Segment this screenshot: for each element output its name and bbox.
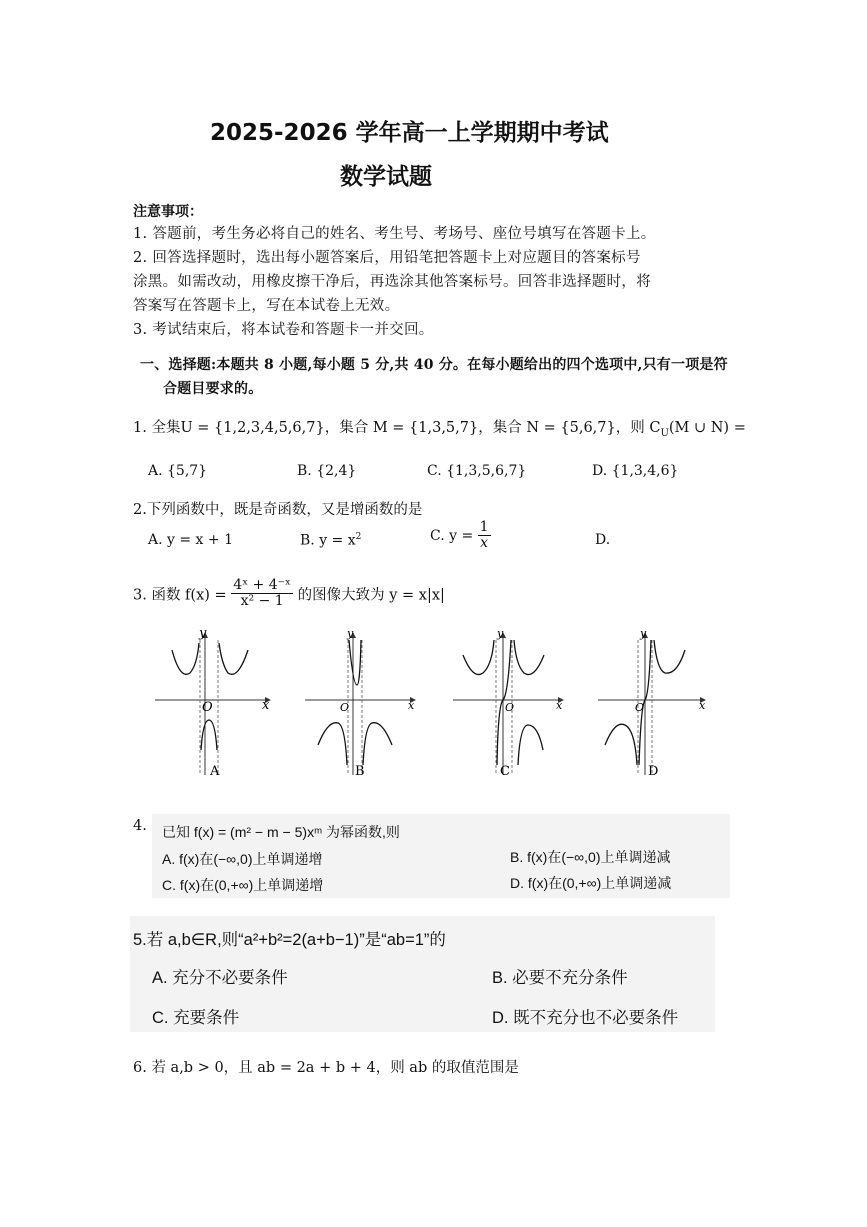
q2-option-c-den: x <box>480 535 489 552</box>
graph-b <box>305 627 415 779</box>
graph-d-label: D <box>648 764 659 779</box>
graph-a-y: y <box>199 626 207 641</box>
q3-graphs <box>150 625 710 785</box>
q5-option-c: C. 充要条件 <box>152 1009 240 1027</box>
q3-denominator: x² − 1 <box>240 593 284 610</box>
q1-option-a: A. {5,7} <box>148 463 208 479</box>
notes-heading: 注意事项： <box>133 204 203 220</box>
graph-a <box>155 626 270 779</box>
q4-option-a: A. f(x)在(−∞,0)上单调递增 <box>162 851 323 867</box>
q5-option-a: A. 充分不必要条件 <box>152 969 288 987</box>
q2-option-b-sup: 2 <box>355 532 362 542</box>
q5-option-d: D. 既不充分也不必要条件 <box>492 1009 679 1027</box>
exam-subtitle: 数学试题 <box>340 164 432 190</box>
q1-stem-text: 1. 全集U = {1,2,3,4,5,6,7}，集合 M = {1,3,5,7}，集合 N = {5,6,7}，则 C <box>133 420 661 436</box>
q2-option-c-fraction <box>478 520 491 552</box>
graph-b-label: B <box>355 764 365 779</box>
q3-numerator: 4ˣ + 4⁻ˣ <box>233 577 291 593</box>
q3-suffix: 的图像大致为 y = x|x| <box>297 587 445 604</box>
section-heading: 一、选择题:本题共 8 小题,每小题 5 分,共 40 分。在每小题给出的四个选项中,只有一项是符 <box>140 357 728 373</box>
q5-stem: 5.若 a,b∈R,则“a²+b²=2(a+b−1)”是“ab=1”的 <box>133 931 446 949</box>
graph-d <box>598 627 706 779</box>
notes-line: 3. 考试结束后，将本试卷和答题卡一并交回。 <box>133 322 434 338</box>
graph-a-origin: O <box>202 700 213 715</box>
q1-stem-tail: (M ∪ N) = <box>668 420 746 436</box>
q5-option-b: B. 必要不充分条件 <box>492 969 628 987</box>
question-2-stem: 2.下列函数中，既是奇函数，又是增函数的是 <box>133 502 423 518</box>
graph-d-x: x <box>699 699 706 712</box>
graph-c-label: C <box>500 764 510 779</box>
q4-option-d: D. f(x)在(0,+∞)上单调递减 <box>510 875 672 891</box>
q1-option-b: B. {2,4} <box>297 463 357 479</box>
graph-b-y: y <box>347 627 354 640</box>
section-heading-cont: 合题目要求的。 <box>163 381 263 397</box>
graph-a-x: x <box>262 698 270 713</box>
q3-prefix: 3. 函数 f(x) = <box>133 587 227 604</box>
q4-number: 4. <box>133 818 147 834</box>
graph-c-y: y <box>497 627 504 640</box>
q4-stem: 已知 f(x) = (m² − m − 5)xᵐ 为幂函数,则 <box>162 824 400 840</box>
q1-stem-sub: U <box>660 427 669 439</box>
q2-option-a: A. y = x + 1 <box>148 532 233 548</box>
q4-option-c: C. f(x)在(0,+∞)上单调递增 <box>162 877 324 893</box>
graph-b-x: x <box>408 699 415 712</box>
q2-option-c-num: 1 <box>479 519 489 535</box>
graph-d-y: y <box>640 627 647 640</box>
graph-c-origin: O <box>505 701 515 714</box>
graph-b-origin: O <box>340 701 350 714</box>
notes-line: 涂黑。如需改动，用橡皮擦干净后，再选涂其他答案标号。回答非选择题时，将 <box>133 274 651 290</box>
q1-option-c: C. {1,3,5,6,7} <box>427 463 527 479</box>
graph-d-origin: O <box>635 701 645 714</box>
q2-option-b-text: B. y = x <box>300 532 356 549</box>
graph-a-label: A <box>210 764 220 779</box>
q2-option-c <box>430 520 491 552</box>
question-3-stem <box>133 578 445 610</box>
q2-option-d: D. <box>595 532 611 548</box>
question-1-stem <box>133 416 746 439</box>
notes-line: 答案写在答题卡上，写在本试卷上无效。 <box>133 298 400 314</box>
notes-line: 2. 回答选择题时，选出每小题答案后，用铅笔把答题卡上对应题目的答案标号 <box>133 250 641 266</box>
graph-c <box>453 627 563 779</box>
question-6-stem: 6. 若 a,b > 0，且 ab = 2a + b + 4，则 ab 的取值范围是 <box>133 1060 519 1076</box>
q4-option-b: B. f(x)在(−∞,0)上单调递减 <box>510 849 671 865</box>
exam-title: 2025-2026 学年高一上学期期中考试 <box>210 120 609 146</box>
graph-c-x: x <box>556 699 563 712</box>
notes-line: 1. 答题前，考生务必将自己的姓名、考生号、考场号、座位号填写在答题卡上。 <box>133 226 656 242</box>
q2-option-c-prefix: C. y = <box>430 527 474 544</box>
q3-fraction <box>231 578 293 610</box>
q2-option-b <box>300 532 361 549</box>
q1-option-d: D. {1,3,4,6} <box>592 463 679 479</box>
